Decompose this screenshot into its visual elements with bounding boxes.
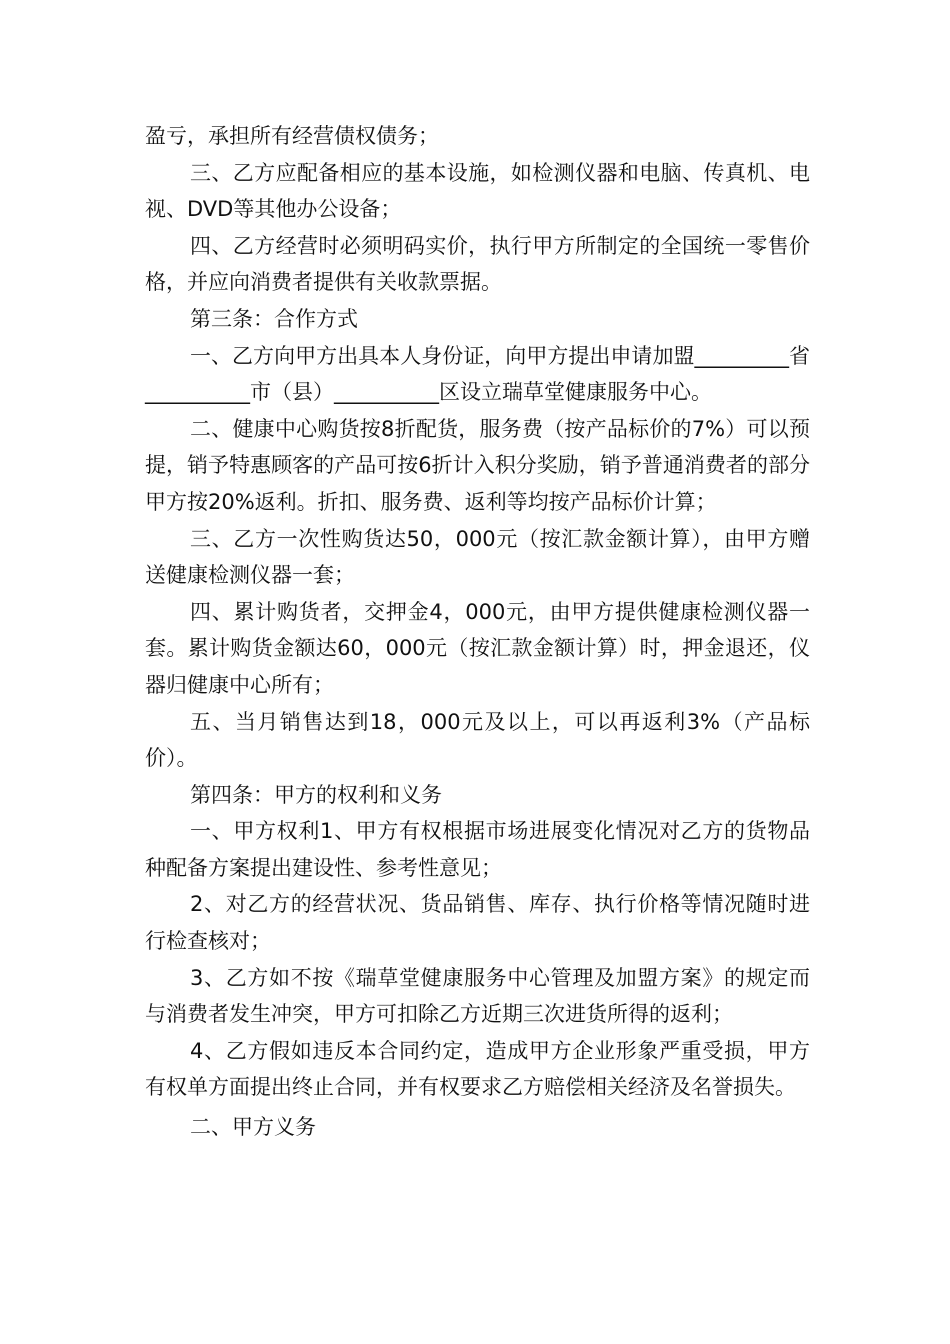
document-body (145, 118, 810, 1146)
paragraph-pricing: 四、乙方经营时必须明码实价，执行甲方所制定的全国统一零售价格，并应向消费者提供有关收款票据。 (145, 233, 810, 295)
heading-article-4: 第四条：甲方的权利和义务 (190, 782, 442, 807)
paragraph-gift-instrument: 三、乙方一次性购货达50，000元（按汇款金额计算），由甲方赠送健康检测仪器一套； (145, 526, 810, 588)
paragraph-party-a-rights: 一、甲方权利1、甲方有权根据市场进展变化情况对乙方的货物品种配备方案提出建设性、参考性意见； (145, 819, 810, 880)
paragraph-conflict: 3、乙方如不按《瑞草堂健康服务中心管理及加盟方案》的规定而与消费者发生冲突，甲方可扣除乙方近期三次进货所得的返利； (145, 965, 810, 1027)
paragraph-termination: 4、乙方假如违反本合同约定，造成甲方企业形象严重受损，甲方有权单方面提出终止合同，并有权要求乙方赔偿相关经济及名誉损失。 (145, 1038, 810, 1100)
paragraph-facilities: 三、乙方应配备相应的基本设施，如检测仪器和电脑、传真机、电视、DVD等其他办公设备； (145, 160, 810, 222)
heading-article-3: 第三条：合作方式 (190, 306, 358, 331)
paragraph-deposit: 四、累计购货者，交押金4，000元，由甲方提供健康检测仪器一套。累计购货金额达60，000元（按汇款金额计算）时，押金退还，仪器归健康中心所有； (145, 599, 810, 697)
paragraph-loss-liability: 盈亏，承担所有经营债权债务； (145, 124, 439, 148)
paragraph-inspection: 2、对乙方的经营状况、货品销售、库存、执行价格等情况随时进行检查核对； (145, 892, 810, 954)
paragraph-monthly-rebate: 五、当月销售达到18，000元及以上，可以再返利3%（产品标价）。 (145, 709, 810, 771)
heading-party-a-obligations: 二、甲方义务 (190, 1115, 316, 1140)
paragraph-application: 一、乙方向甲方出具本人身份证，向甲方提出申请加盟_________省__________市（县）__________区设立瑞草堂健康服务中心。 (145, 343, 810, 405)
paragraph-discount: 二、健康中心购货按8折配货，服务费（按产品标价的7%）可以预提，销予特惠顾客的产品可按6折计入积分奖励，销予普通消费者的部分甲方按20%返利。折扣、服务费、返利等均按产品标价计算； (145, 416, 810, 514)
